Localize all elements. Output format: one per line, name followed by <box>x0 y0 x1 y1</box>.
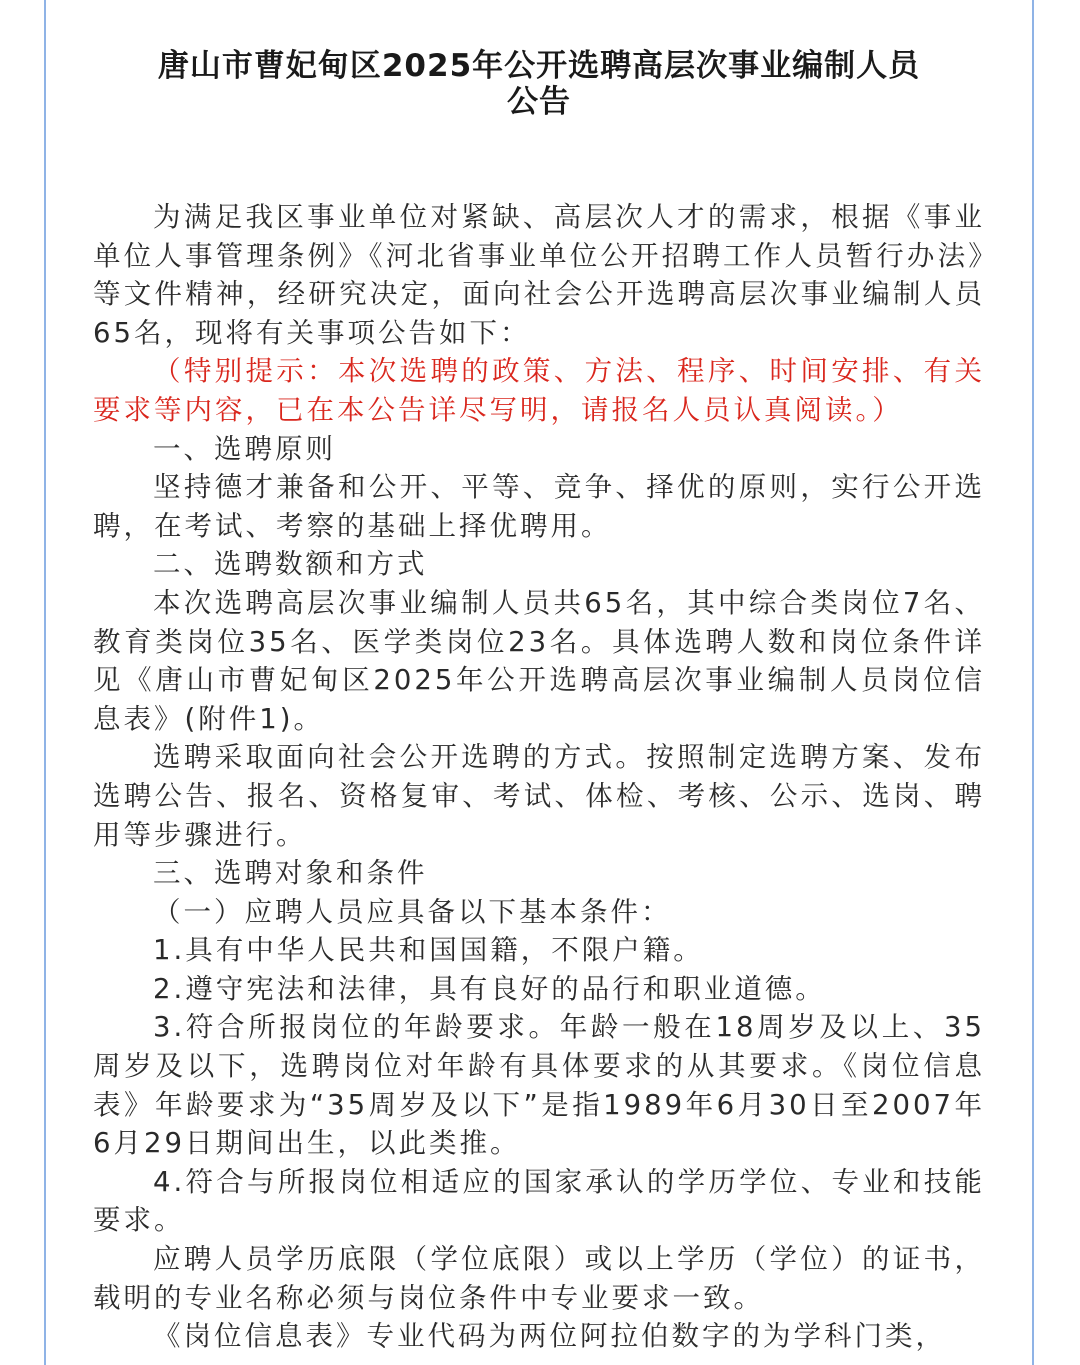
major-code-paragraph: 《岗位信息表》专业代码为两位阿拉伯数字的为学科门类， <box>153 1320 946 1353</box>
condition-item-3: 3.符合所报岗位的年龄要求。年龄一般在18周岁及以上、35周岁及以下，选聘岗位对年龄有具体要求的从其要求。《岗位信息表》年龄要求为“35周岁及以下”是指1989年6月30日至2007年6月29日期间出生，以此类推。 <box>93 1011 985 1160</box>
principles-paragraph: 坚持德才兼备和公开、平等、竞争、择优的原则，实行公开选聘，在考试、考察的基础上择优聘用。 <box>93 471 985 542</box>
page-title-line-1: 唐山市曹妃甸区2025年公开选聘高层次事业编制人员 <box>157 48 921 84</box>
intro-paragraph: 为满足我区事业单位对紧缺、高层次人才的需求，根据《事业单位人事管理条例》《河北省事业单位公开招聘工作人员暂行办法》等文件精神，经研究决定，面向社会公开选聘高层次事业编制人员65名，现将有关事项公告如下： <box>93 201 985 349</box>
subsection-basic-conditions: （一）应聘人员应具备以下基本条件： <box>153 895 672 928</box>
right-border-line <box>1032 0 1034 1365</box>
condition-item-4: 4.符合与所报岗位相适应的国家承认的学历学位、专业和技能要求。 <box>93 1165 985 1237</box>
left-border-line <box>44 0 46 1365</box>
degree-certificate-paragraph: 应聘人员学历底限（学位底限）或以上学历（学位）的证书，载明的专业名称必须与岗位条件中专业要求一致。 <box>93 1243 985 1314</box>
quota-paragraph: 本次选聘高层次事业编制人员共65名，其中综合类岗位7名、教育类岗位35名、医学类岗位23名。具体选聘人数和岗位条件详见《唐山市曹妃甸区2025年公开选聘高层次事业编制人员岗位信息表》(附件1)。 <box>93 586 985 735</box>
document-body <box>93 48 985 1356</box>
section-heading-quota: 二、选聘数额和方式 <box>153 548 428 581</box>
page-title-line-2: 公告 <box>507 84 571 120</box>
section-heading-principles: 一、选聘原则 <box>153 432 336 465</box>
method-paragraph: 选聘采取面向社会公开选聘的方式。按照制定选聘方案、发布选聘公告、报名、资格复审、考试、体检、考核、公示、选岗、聘用等步骤进行。 <box>93 741 985 851</box>
condition-item-1: 1.具有中华人民共和国国籍，不限户籍。 <box>153 934 704 967</box>
condition-item-2: 2.遵守宪法和法律，具有良好的品行和职业道德。 <box>153 972 826 1005</box>
section-heading-eligibility: 三、选聘对象和条件 <box>153 857 428 890</box>
special-notice: （特别提示：本次选聘的政策、方法、程序、时间安排、有关要求等内容，已在本公告详尽写明，请报名人员认真阅读。） <box>93 355 985 426</box>
